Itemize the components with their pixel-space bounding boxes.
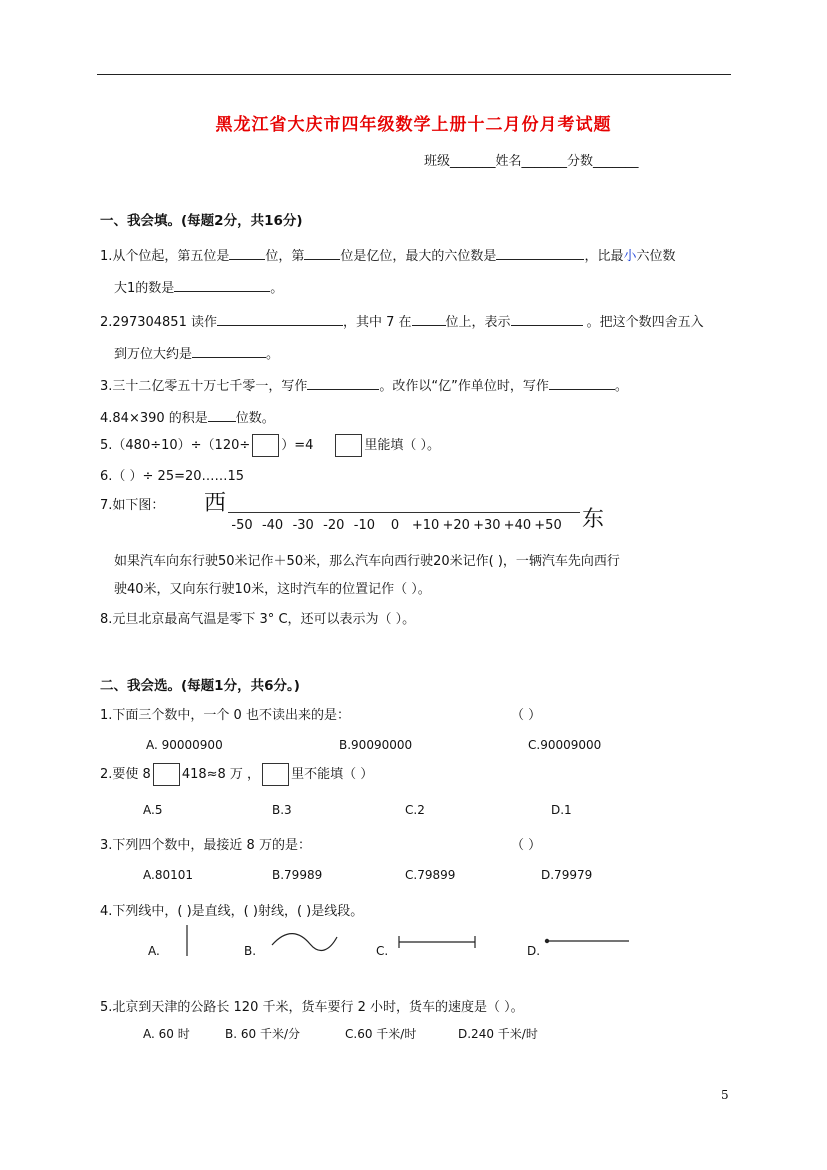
option-2-3-a: A.80101 bbox=[143, 868, 193, 882]
section-2-heading: 二、我会选。(每题1分，共6分。) bbox=[100, 678, 300, 694]
question-1-7-text: 如果汽车向东行驶50米记作＋50米，那么汽车向西行驶20米记作( )，一辆汽车先向西行 bbox=[114, 554, 620, 569]
question-2-4: 4.下列线中，( )是直线，( )射线，( )是线段。 bbox=[100, 904, 364, 919]
question-1-5: 5.（480÷10）÷（120÷ ）=4 里能填（ ）。 bbox=[100, 434, 440, 457]
question-1-2-cont: 到万位大约是 。 bbox=[114, 347, 280, 362]
question-1-2: 2.297304851 读作 ，其中 7 在 位上，表示 。把这个数四舍五入 bbox=[100, 315, 704, 330]
option-2-3-d: D.79979 bbox=[541, 868, 593, 882]
option-2-4-b: B. bbox=[244, 944, 257, 958]
question-1-7: 7.如下图： bbox=[100, 498, 165, 513]
option-2-5-d: D.240 千米/时 bbox=[458, 1027, 538, 1041]
question-2-3-paren: （ ） bbox=[511, 838, 542, 853]
option-2-4-c: C. bbox=[376, 944, 389, 958]
option-2-4-a: A. bbox=[148, 944, 160, 958]
question-1-1: 1.从个位起，第五位是 位，第 位是亿位，最大的六位数是 ，比最小六位数 bbox=[100, 249, 676, 264]
number-line-tick-label: +20 bbox=[442, 518, 470, 533]
number-line-tick-label: 0 bbox=[390, 518, 400, 533]
question-2-1-paren: （ ） bbox=[511, 708, 542, 723]
number-line-west: 西 bbox=[204, 491, 227, 516]
option-2-1-b: B.90090000 bbox=[339, 738, 413, 752]
option-2-5-c: C.60 千米/时 bbox=[345, 1027, 417, 1041]
number-line-east: 东 bbox=[582, 507, 605, 532]
option-2-4-d: D. bbox=[527, 944, 541, 958]
student-info-line: 班级_______姓名_______分数_______ bbox=[424, 154, 639, 169]
question-1-7-text-cont: 驶40米，又向东行驶10米，这时汽车的位置记作（ ）。 bbox=[114, 582, 431, 597]
option-2-5-a: A. 60 时 bbox=[143, 1027, 190, 1041]
question-1-4: 4.84×390 的积是 位数。 bbox=[100, 411, 275, 426]
question-2-3: 3.下列四个数中，最接近 8 万的是： bbox=[100, 838, 311, 853]
number-line-tick-label: -40 bbox=[261, 518, 284, 533]
option-2-2-a: A.5 bbox=[143, 803, 163, 817]
number-line-tick-label: -50 bbox=[231, 518, 253, 533]
question-1-8: 8.元旦北京最高气温是零下 3° C，还可以表示为（ ）。 bbox=[100, 612, 416, 627]
option-2-2-b: B.3 bbox=[272, 803, 292, 817]
number-line-tick-label: +50 bbox=[534, 518, 562, 533]
option-2-1-a: A. 90000900 bbox=[146, 738, 223, 752]
question-2-2: 2.要使 8 418≈8 万 ， 里不能填（ ） bbox=[100, 763, 373, 786]
question-2-5: 5.北京到天津的公路长 120 千米，货车要行 2 小时，货车的速度是（ ）。 bbox=[100, 1000, 524, 1015]
number-line-tick-label: -20 bbox=[323, 518, 345, 533]
page-title: 黑龙江省大庆市四年级数学上册十二月份月考试题 bbox=[215, 115, 612, 135]
question-2-1: 1.下面三个数中，一个 0 也不读出来的是： bbox=[100, 708, 350, 723]
option-2-2-d: D.1 bbox=[551, 803, 572, 817]
option-2-2-c: C.2 bbox=[405, 803, 425, 817]
option-2-1-c: C.90009000 bbox=[528, 738, 602, 752]
question-1-6: 6.（ ）÷ 25=20……15 bbox=[100, 469, 245, 484]
number-line-tick-label: +10 bbox=[411, 518, 440, 533]
option-2-5-b: B. 60 千米/分 bbox=[225, 1027, 300, 1041]
question-1-3: 3.三十二亿零五十万七千零一，写作 。改作以“亿”作单位时，写作 。 bbox=[100, 379, 628, 394]
option-2-3-c: C.79899 bbox=[405, 868, 456, 882]
figure-curve bbox=[272, 934, 337, 951]
section-1-heading: 一、我会填。(每题2分，共16分) bbox=[100, 213, 303, 229]
number-line-tick-label: -10 bbox=[353, 518, 375, 533]
option-2-3-b: B.79989 bbox=[272, 868, 323, 882]
number-line-tick-label: -30 bbox=[292, 518, 314, 533]
page-number: 5 bbox=[721, 1088, 729, 1102]
number-line-tick-label: +30 bbox=[473, 518, 501, 533]
number-line-tick-label: +40 bbox=[503, 518, 532, 533]
question-1-1-cont: 大1的数是 。 bbox=[114, 281, 284, 296]
